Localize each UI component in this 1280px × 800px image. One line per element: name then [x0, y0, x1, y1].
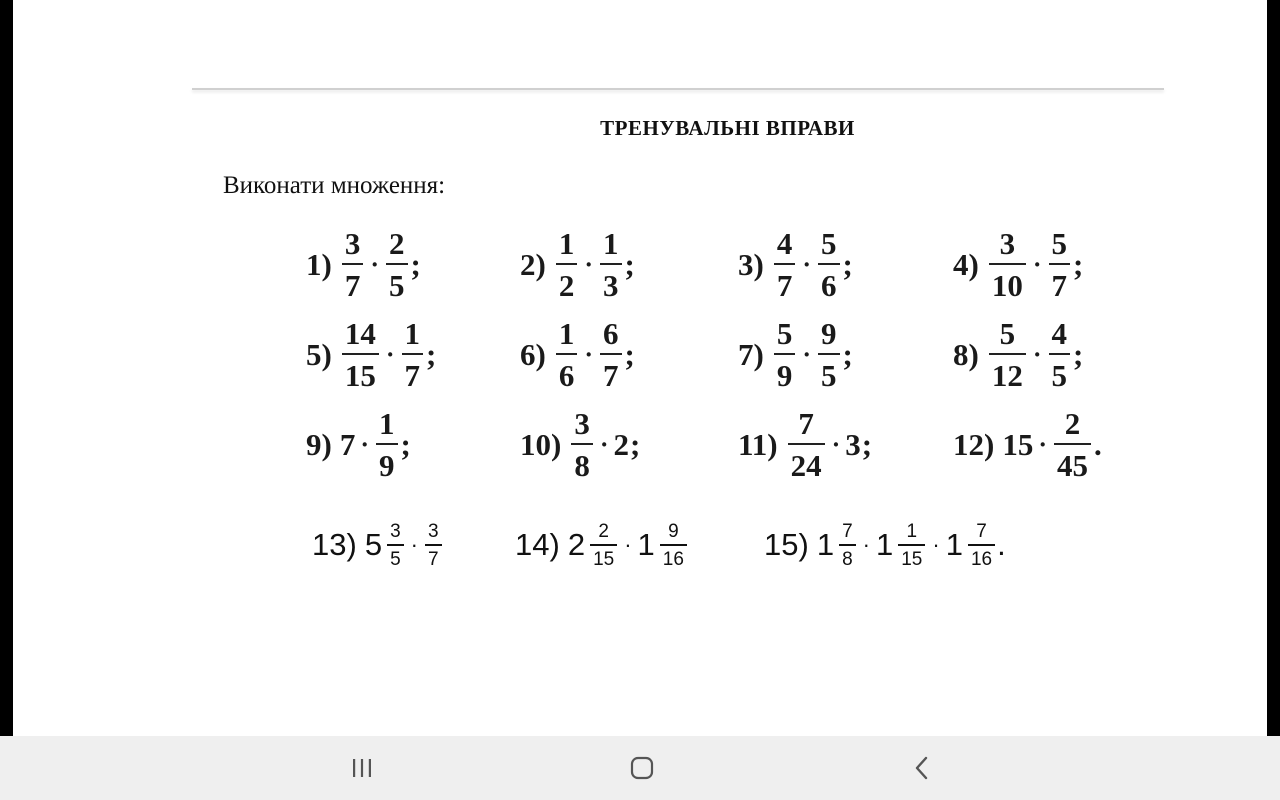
numerator: 2: [1064, 406, 1081, 441]
multiply-sign: ·: [385, 339, 395, 369]
fraction-bar: [898, 544, 925, 546]
exercise-number: 14): [515, 527, 560, 563]
exercise-item: [953, 318, 1083, 391]
numerator: 1: [558, 316, 575, 351]
fraction-bar: [342, 353, 379, 355]
exercise-number: 12): [953, 426, 995, 462]
punctuation: .: [1094, 426, 1102, 462]
denominator: 7: [344, 268, 361, 303]
fraction-bar: [376, 443, 398, 445]
fraction-bar: [387, 544, 404, 546]
instruction-text: Виконати множення:: [223, 172, 446, 199]
denominator: 9: [776, 358, 793, 393]
fraction-bar: [425, 544, 442, 546]
exercise-item: [520, 318, 635, 391]
fraction: [556, 318, 578, 391]
punctuation: .: [997, 527, 1006, 563]
exercise-number: 5): [306, 336, 332, 372]
punctuation: ;: [400, 426, 411, 462]
denominator: 5: [389, 268, 405, 303]
fraction: [989, 228, 1026, 301]
multiply-sign: ·: [584, 339, 593, 369]
fraction-bar: [968, 544, 995, 546]
numerator: 3: [390, 521, 401, 542]
numerator: 3: [344, 226, 361, 261]
fraction: [425, 522, 442, 569]
punctuation: ;: [842, 336, 853, 372]
punctuation: ;: [426, 336, 437, 372]
numerator: 4: [776, 226, 793, 261]
multiply-sign: ·: [802, 339, 811, 369]
numerator: 2: [389, 226, 405, 261]
exercise-number: 4): [953, 246, 979, 282]
multiply-sign: ·: [862, 532, 870, 558]
punctuation: ;: [630, 426, 641, 462]
numerator: 5: [1051, 226, 1067, 261]
denominator: 15: [901, 548, 923, 570]
punctuation: ;: [624, 246, 635, 282]
punctuation: ;: [1073, 336, 1084, 372]
numerator: 3: [574, 406, 590, 441]
recent-apps-icon: [350, 757, 374, 779]
exercise-item: [953, 228, 1083, 301]
multiply-sign: ·: [584, 249, 593, 279]
fraction: [342, 318, 379, 391]
numerator: 5: [776, 316, 793, 351]
home-button[interactable]: [612, 736, 672, 800]
multiply-sign: ·: [410, 532, 418, 558]
fraction-bar: [600, 263, 622, 265]
numerator: 7: [976, 521, 987, 542]
exercise-item: [738, 228, 853, 301]
exercise-item: [520, 408, 640, 481]
back-button[interactable]: [892, 736, 952, 800]
punctuation: ;: [861, 426, 873, 462]
multiply-sign: ·: [624, 532, 632, 558]
numerator: 1: [379, 406, 395, 441]
exercise-number: 10): [520, 426, 562, 462]
denominator: 7: [427, 548, 439, 570]
fraction-bar: [1049, 353, 1071, 355]
top-divider: [192, 88, 1164, 90]
fraction-bar: [989, 263, 1026, 265]
fraction: [387, 522, 404, 569]
fraction-bar: [774, 263, 796, 265]
recent-apps-button[interactable]: [332, 736, 392, 800]
numerator: 1: [603, 226, 619, 261]
exercise-number: 6): [520, 336, 546, 372]
numerator: 1: [404, 316, 420, 351]
numerator: 5: [999, 316, 1016, 351]
denominator: 2: [558, 268, 575, 303]
fraction: [660, 522, 687, 569]
fraction-bar: [556, 353, 578, 355]
denominator: 9: [379, 448, 395, 483]
numerator: 5: [821, 226, 837, 261]
denominator: 15: [593, 548, 615, 570]
fraction: [989, 318, 1026, 391]
exercise-item: [738, 318, 853, 391]
fraction-bar: [402, 353, 424, 355]
fraction: [376, 408, 398, 481]
exercise-item: [312, 522, 443, 569]
fraction-bar: [1054, 443, 1091, 445]
exercise-item: [953, 408, 1102, 481]
denominator: 7: [1051, 268, 1067, 303]
punctuation: ;: [842, 246, 853, 282]
punctuation: ;: [410, 246, 421, 282]
denominator: 24: [790, 448, 822, 483]
fraction-bar: [818, 263, 840, 265]
fraction: [1049, 318, 1071, 391]
whole-number: 3: [845, 426, 861, 462]
exercise-number: 11): [738, 426, 778, 462]
fraction: [818, 228, 840, 301]
numerator: 9: [821, 316, 837, 351]
fraction-bar: [774, 353, 796, 355]
denominator: 16: [662, 548, 684, 570]
home-icon: [629, 755, 655, 781]
fraction: [818, 318, 840, 391]
exercise-item: [764, 522, 1006, 569]
fraction-bar: [600, 353, 622, 355]
exercise-item: [306, 228, 421, 301]
fraction-bar: [590, 544, 617, 546]
denominator: 8: [574, 448, 590, 483]
exercise-number: 3): [738, 246, 764, 282]
fraction: [839, 522, 856, 569]
denominator: 5: [1051, 358, 1067, 393]
whole-number: 7: [339, 426, 356, 462]
fraction-bar: [660, 544, 687, 546]
whole-number: 5: [364, 527, 383, 563]
denominator: 6: [821, 268, 837, 303]
fraction: [342, 228, 364, 301]
exercise-number: 2): [520, 246, 546, 282]
whole-number: 15: [1002, 426, 1034, 462]
fraction-bar: [386, 263, 408, 265]
denominator: 3: [603, 268, 619, 303]
fraction-bar: [556, 263, 578, 265]
exercise-item: [738, 408, 872, 481]
fraction: [402, 318, 424, 391]
fraction-bar: [818, 353, 840, 355]
exercise-item: [520, 228, 635, 301]
fraction: [788, 408, 825, 481]
fraction: [386, 228, 408, 301]
page-title: ТРЕНУВАЛЬНІ ВПРАВИ: [600, 116, 855, 140]
denominator: 5: [390, 548, 401, 570]
exercise-item: [306, 318, 436, 391]
denominator: 7: [603, 358, 619, 393]
document-page: [13, 0, 1267, 736]
fraction: [774, 228, 796, 301]
multiply-sign: ·: [831, 429, 841, 459]
fraction-bar: [788, 443, 825, 445]
whole-number: 1: [637, 527, 655, 563]
denominator: 16: [970, 548, 993, 570]
exercise-number: 8): [953, 336, 979, 372]
fraction: [968, 522, 995, 569]
fraction: [571, 408, 593, 481]
numerator: 3: [427, 521, 439, 542]
exercise-number: 7): [738, 336, 764, 372]
punctuation: ;: [1073, 246, 1084, 282]
whole-number: 1: [816, 527, 835, 563]
exercise-item: [515, 522, 688, 569]
exercise-item: [306, 408, 411, 481]
denominator: 12: [991, 358, 1023, 393]
multiply-sign: ·: [802, 249, 811, 279]
fraction: [590, 522, 617, 569]
whole-number: 2: [613, 426, 629, 462]
multiply-sign: ·: [1032, 339, 1042, 369]
whole-number: 1: [945, 527, 963, 563]
numerator: 14: [344, 316, 376, 351]
screen-edge-left: [0, 0, 13, 736]
denominator: 6: [558, 358, 575, 393]
fraction-bar: [342, 263, 364, 265]
fraction-bar: [571, 443, 593, 445]
exercise-number: 9): [306, 426, 332, 462]
fraction: [774, 318, 796, 391]
fraction: [1049, 228, 1071, 301]
multiply-sign: ·: [1038, 429, 1047, 459]
fraction-bar: [839, 544, 856, 546]
numerator: 4: [1051, 316, 1067, 351]
exercise-number: 13): [312, 527, 357, 563]
denominator: 5: [821, 358, 837, 393]
whole-number: 1: [875, 527, 894, 563]
screen-edge-right: [1267, 0, 1280, 736]
numerator: 1: [906, 521, 918, 542]
fraction: [600, 228, 622, 301]
numerator: 9: [668, 521, 679, 542]
fraction-bar: [1049, 263, 1071, 265]
denominator: 8: [842, 548, 853, 570]
denominator: 7: [404, 358, 420, 393]
numerator: 7: [798, 406, 814, 441]
exercise-number: 1): [306, 246, 332, 282]
multiply-sign: ·: [932, 532, 940, 558]
numerator: 6: [603, 316, 619, 351]
multiply-sign: ·: [360, 429, 369, 459]
exercise-number: 15): [764, 527, 809, 563]
punctuation: ;: [624, 336, 635, 372]
fraction-bar: [989, 353, 1026, 355]
multiply-sign: ·: [1032, 249, 1042, 279]
fraction: [1054, 408, 1091, 481]
multiply-sign: ·: [599, 429, 609, 459]
denominator: 15: [344, 358, 376, 393]
numerator: 3: [999, 226, 1016, 261]
numerator: 1: [558, 226, 575, 261]
fraction: [898, 522, 925, 569]
denominator: 45: [1057, 448, 1088, 483]
fraction: [600, 318, 622, 391]
numerator: 7: [842, 521, 853, 542]
denominator: 7: [776, 268, 793, 303]
navigation-bar: [0, 736, 1280, 800]
whole-number: 2: [567, 527, 586, 563]
fraction: [556, 228, 578, 301]
denominator: 10: [991, 268, 1023, 303]
numerator: 2: [598, 521, 609, 542]
multiply-sign: ·: [370, 249, 379, 279]
back-icon: [912, 755, 932, 781]
